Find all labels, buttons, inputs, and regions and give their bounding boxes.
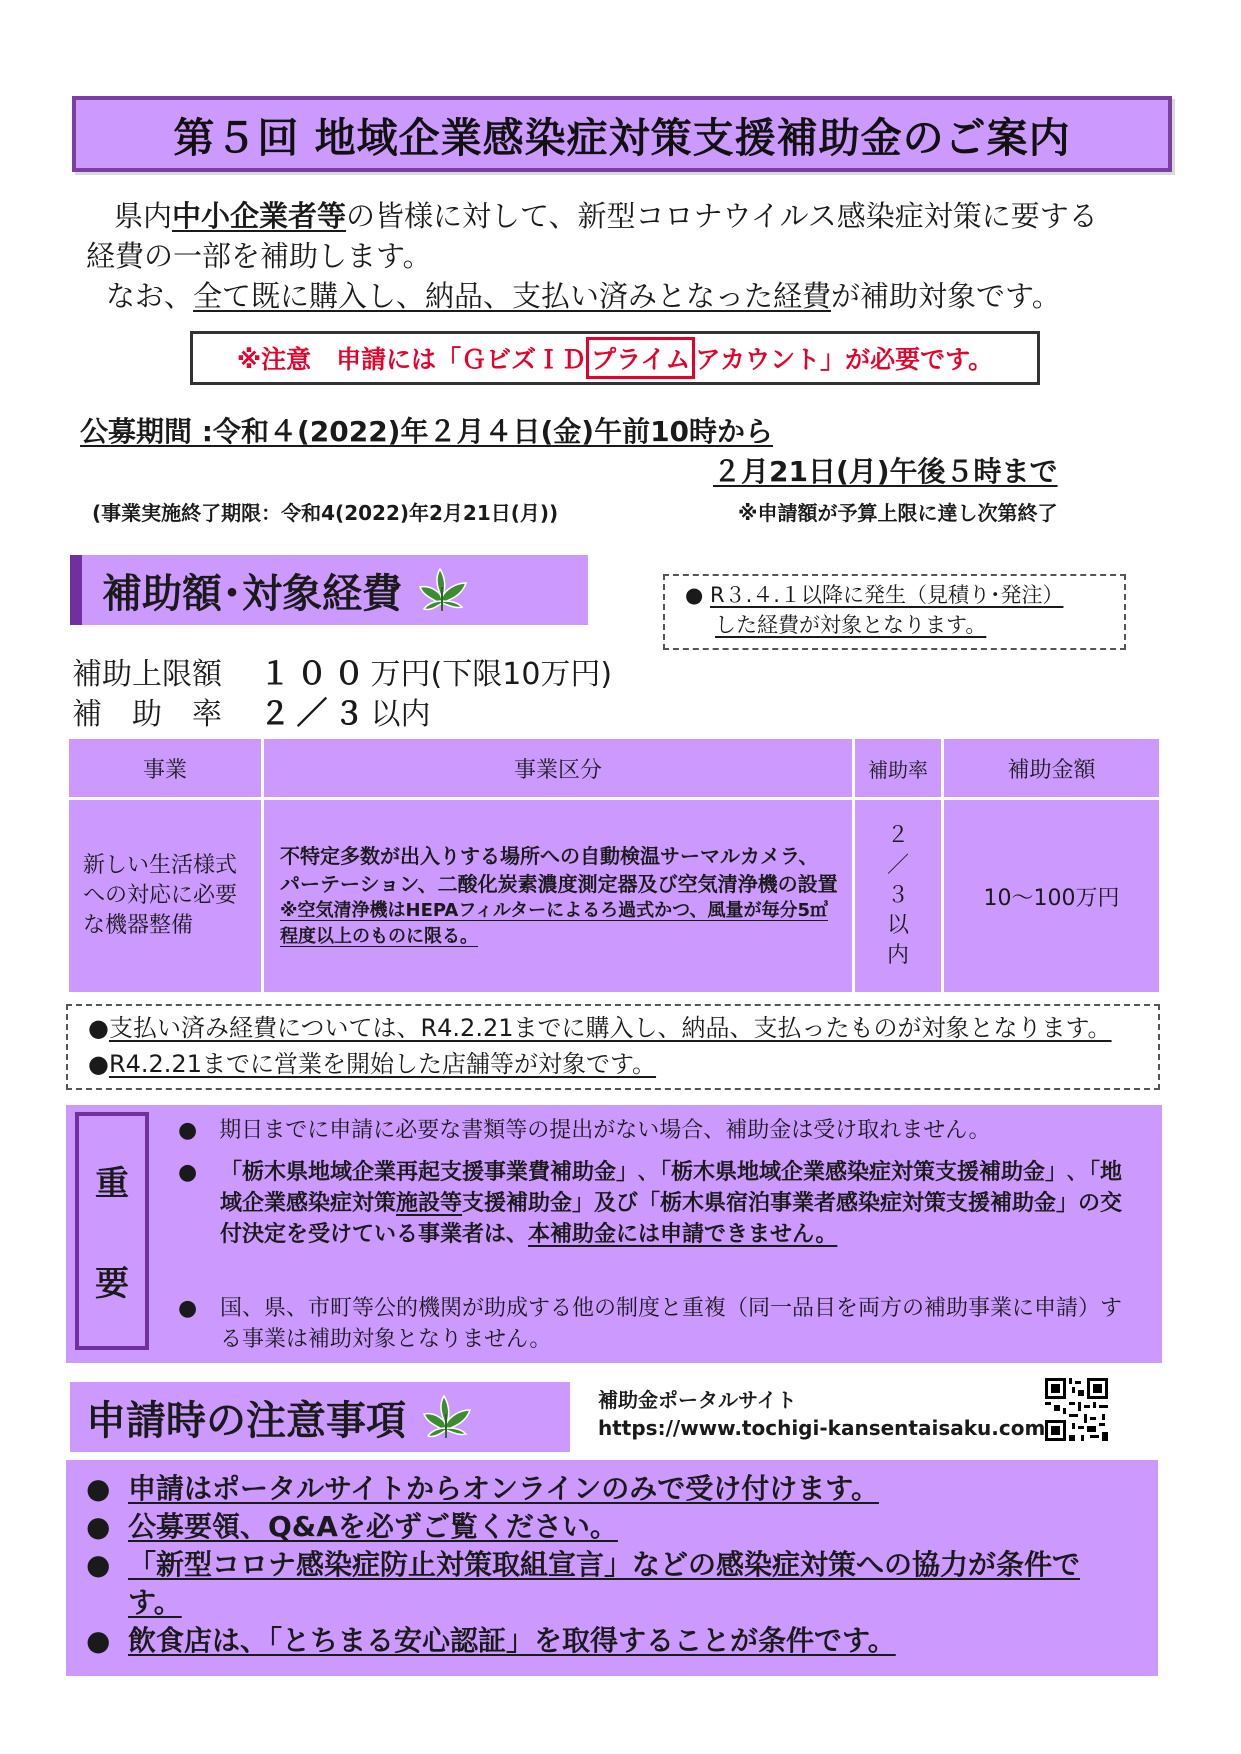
business-cell: 新しい生活様式への対応に必要な機器整備: [69, 800, 261, 992]
category-cell: 不特定多数が出入りする場所への自動検温サーマルカメラ、パーテーション、二酸化炭素濃度測定器及び空気清浄機の設置 ※空気清浄機はHEPAフィルターによるろ過式かつ、風量が毎分5㎥程度以上のものに限る。: [264, 800, 852, 992]
table-row: [69, 800, 1159, 992]
section-application-notes: [70, 1382, 570, 1452]
important-item: ● 「栃木県地域企業再起支援事業費補助金」､「栃木県地域企業感染症対策支援補助金」､「地域企業感染症対策施設等支援補助金」及び「栃木県宿泊事業者感染症対策支援補助金」の交付決定を受けている事業者は、本補助金には申請できません。: [178, 1160, 1123, 1247]
occurrence-note: ● R３.４.１以降に発生（見積り･発注） した経費が対象となります。: [663, 574, 1126, 650]
leaf-icon: [420, 1394, 472, 1440]
subsidy-limit: 補助上限額 １００万円(下限10万円): [72, 656, 613, 692]
important-panel: [66, 1105, 1162, 1363]
prime-highlight: プライム: [586, 337, 695, 379]
portal-url-link[interactable]: https://www.tochigi-kansentaisaku.com: [598, 1416, 1046, 1440]
section-heading: 申請時の注意事項: [86, 1397, 406, 1444]
gbiz-notice: ※注意 申請には「ＧビズＩＤ プライム アカウント」が必要です。: [190, 331, 1040, 385]
rate-cell: ２ ／ ３ 以 内: [855, 800, 941, 992]
list-item: ● 「新型コロナ感染症防止対策取組宣言」などの感染症対策への協力が条件です。: [86, 1548, 1081, 1619]
page-title: 第５回 地域企業感染症対策支援補助金のご案内: [173, 113, 1071, 162]
portal-label: 補助金ポータルサイト: [598, 1388, 797, 1412]
leaf-icon: [416, 567, 468, 613]
important-item: ● 期日までに申請に必要な書類等の提出がない場合、補助金は受け取れません。: [178, 1118, 991, 1143]
subsidy-table: [66, 736, 1162, 995]
subsidy-rate: 補 助 率 ２／３以内: [72, 696, 431, 732]
important-label: 重 要: [75, 1112, 149, 1350]
list-item: ● 飲食店は、「とちまる安心認証」を取得することが条件です。: [86, 1624, 896, 1657]
application-period-start: 公募期間 :令和４(2022)年２月４日(金)午前10時から: [80, 415, 774, 448]
application-cautions: [66, 1460, 1158, 1676]
intro-text: 県内中小企業者等の皆様に対して、新型コロナウイルス感染症対策に要する 経費の一部を補助します。 なお、全て既に購入し、納品、支払い済みとなった経費が補助対象です。: [86, 199, 1098, 313]
budget-limit-note: ※申請額が予算上限に達し次第終了: [738, 501, 1058, 525]
list-item: ● 申請はポータルサイトからオンラインのみで受け付けます。: [86, 1472, 879, 1505]
amount-cell: 10～100万円: [944, 800, 1159, 992]
page-title-box: [72, 96, 1172, 172]
application-period-end: ２月21日(月)午後５時まで: [713, 455, 1058, 488]
eligibility-notes: ●支払い済み経費については、R4.2.21までに購入し、納品、支払ったものが対象となります。 ●R4.2.21までに営業を開始した店舗等が対象です。: [66, 1004, 1160, 1090]
table-header: 補助率: [855, 739, 941, 797]
list-item: ● 公募要領、Q&Aを必ずご覧ください。: [86, 1510, 618, 1543]
air-purifier-note: ※空気清浄機はHEPAフィルターによるろ過式かつ、風量が毎分5㎥程度以上のものに限る。: [280, 900, 828, 947]
important-item: ● 国、県、市町等公的機関が助成する他の制度と重複（同一品目を両方の補助事業に申請）する事業は補助対象となりません。: [178, 1296, 1123, 1352]
section-subsidy-amount: [70, 555, 588, 625]
qr-code-icon[interactable]: [1045, 1378, 1108, 1441]
project-end-note: (事業実施終了期限：令和4(2022)年2月21日(月)): [92, 501, 559, 525]
table-header: 事業区分: [264, 739, 852, 797]
table-header: 補助金額: [944, 739, 1159, 797]
table-header-row: [69, 739, 1159, 797]
sme-emphasis: 中小企業者等: [172, 199, 347, 233]
section-heading: 補助額･対象経費: [102, 570, 402, 617]
table-header: 事業: [69, 739, 261, 797]
portal-info: [598, 1386, 1045, 1442]
